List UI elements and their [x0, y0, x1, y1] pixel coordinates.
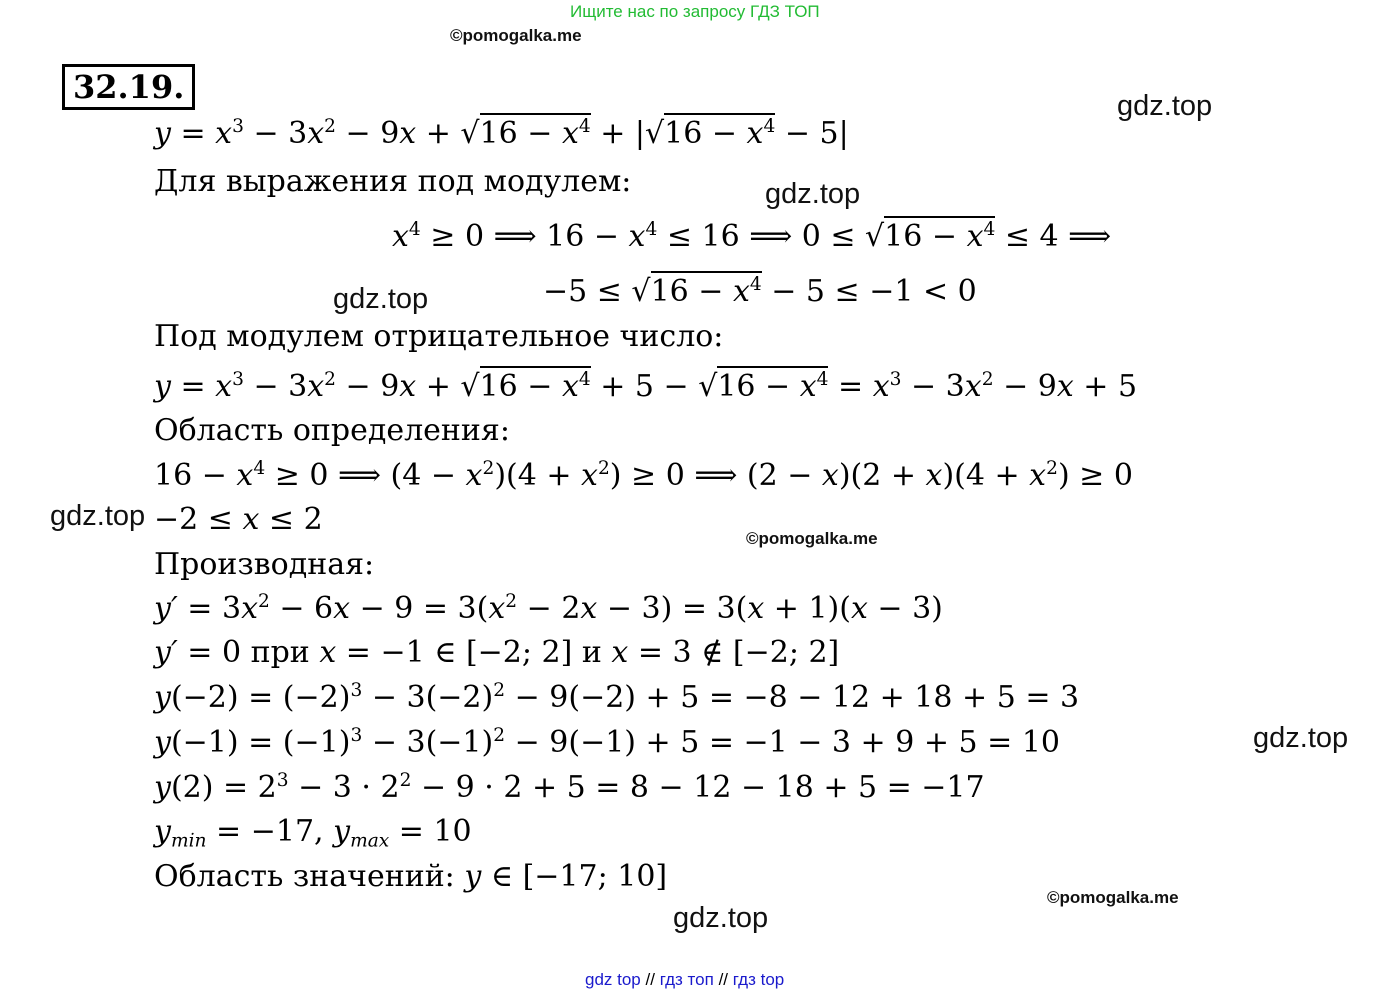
- watermark-gdz: gdz.top: [50, 500, 146, 532]
- top-banner: Ищите нас по запросу ГДЗ ТОП: [570, 2, 820, 21]
- watermark-gdz: gdz.top: [765, 178, 861, 210]
- derivative-equation: $y' = 3x^2 - 6x - 9 = 3(x^2 - 2x - 3) = 3(x + 1)(x - 3)$: [154, 590, 943, 626]
- footer-separator: //: [718, 970, 729, 989]
- watermark-gdz: gdz.top: [1117, 90, 1213, 122]
- footer-link-gdz-top[interactable]: gdz top: [585, 970, 641, 989]
- footer-link-gdz-top-ru[interactable]: гдз топ: [659, 970, 714, 989]
- function-equation: $y = x^3 - 3x^2 - 9x + √16 - x^4 + |√16 - x^4 - 5|$: [154, 115, 849, 153]
- text-derivative: Производная:: [154, 547, 375, 582]
- watermark-pomogalka: ©pomogalka.me: [746, 529, 878, 548]
- text-range: Область значений:: [154, 859, 455, 894]
- watermark-pomogalka: ©pomogalka.me: [1047, 888, 1179, 907]
- domain-inequality: $16 - x^4 \ge 0$ ⟹ $(4 - x^2)(4 + x^2) \ge 0$ ⟹ $(2 - x)(2 + x)(4 + x^2) \ge 0$: [154, 457, 1133, 493]
- text-domain: Область определения:: [154, 413, 510, 448]
- min-max: $y_{min} = -17$, $y_{max} = 10$: [154, 814, 472, 852]
- watermark-pomogalka: ©pomogalka.me: [450, 26, 582, 45]
- domain-result: −2 ≤ x ≤ 2: [154, 502, 323, 537]
- simplified-function: $y = x^3 - 3x^2 - 9x + √16 - x^4 + 5 - √16 - x^4 = x^3 - 3x^2 - 9x + 5$: [154, 368, 1137, 406]
- value-at-2: $y(2) = 2^3 - 3 \cdot 2^2 - 9 \cdot 2 + 5 = 8 - 12 - 18 + 5 = -17$: [154, 769, 985, 805]
- text-negative-under-modulus: Под модулем отрицательное число:: [154, 319, 724, 354]
- critical-points: y′ = 0 при x = −1 ∈ [−2; 2] и x = 3 ∉ [−2; 2]: [154, 635, 840, 670]
- range-line: Область значений: y ∈ [−17; 10]: [154, 859, 668, 894]
- inequality-chain-2: $-5 \le √16 - x^4 - 5 \le -1 < 0$: [543, 273, 977, 311]
- watermark-gdz: gdz.top: [1253, 722, 1349, 754]
- inequality-chain-1: $x^4 \ge 0$ ⟹ $16 - x^4 \le 16$ ⟹ $0 \le √16 - x^4 \le 4$ ⟹: [392, 218, 1111, 256]
- value-at-minus-2: $y(-2) = (-2)^3 - 3(-2)^2 - 9(-2) + 5 = -8 - 12 + 18 + 5 = 3$: [154, 679, 1080, 715]
- watermark-gdz: gdz.top: [333, 283, 429, 315]
- footer-link-gdz-top-mixed[interactable]: гдз top: [732, 970, 785, 989]
- footer-links: [585, 970, 784, 990]
- value-at-minus-1: $y(-1) = (-1)^3 - 3(-1)^2 - 9(-1) + 5 = -1 - 3 + 9 + 5 = 10$: [154, 724, 1060, 760]
- text-under-modulus: Для выражения под модулем:: [154, 164, 632, 199]
- problem-number: 32.19.: [62, 64, 195, 110]
- watermark-gdz: gdz.top: [673, 902, 769, 934]
- footer-separator: //: [645, 970, 655, 989]
